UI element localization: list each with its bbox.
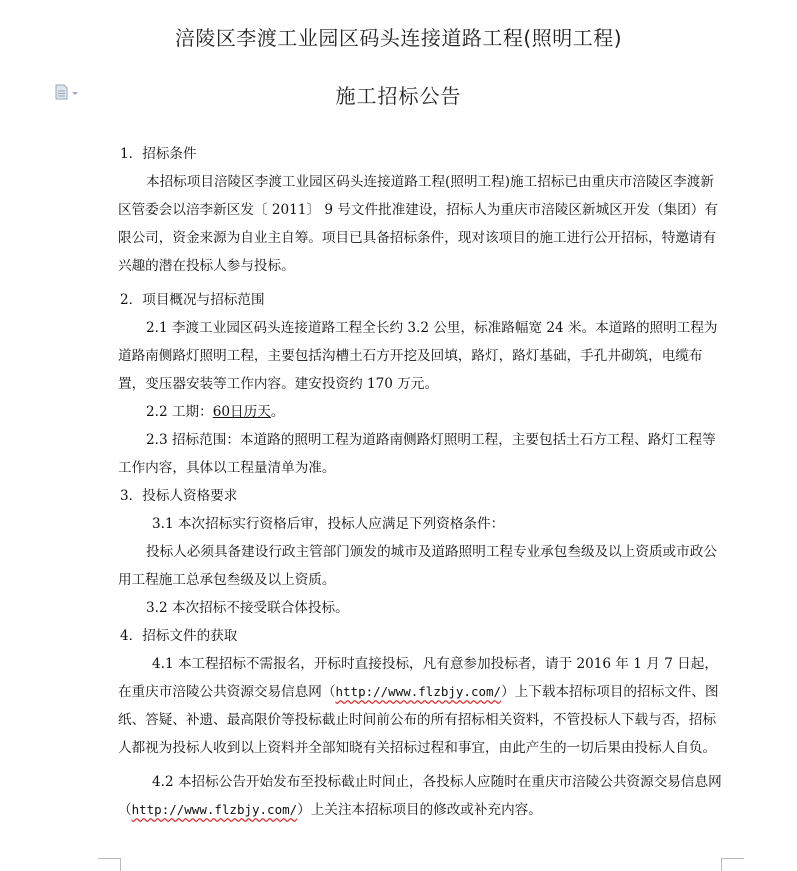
- section-4-1-text-a: 4.1 本工程招标不需报名，开标时直接投标，凡有意参加投标者，请于 2016 年 1 月 7 日起，在重庆市涪陵公共资源交易信息网（: [118, 656, 718, 700]
- section-4-2-text-b: ）上关注本招标项目的修改或补充内容。: [297, 802, 542, 818]
- duration-end: 。: [270, 404, 285, 420]
- section-4-1-paragraph: [118, 650, 723, 762]
- page-corner-mark-left: [98, 858, 121, 871]
- section-4-heading: 4．招标文件的获取: [120, 628, 238, 644]
- section-4-1-text-b: ）上下载本招标项目的招标文件、图纸、答疑、补遗、最高限价等投标截止时间前公布的所有招标相关资料，不管投标人下载与否，招标人都视为投标人收到以上资料并全部知晓有关招标过程和事宜，由此产生的一切后果由投标人自负。: [118, 684, 719, 756]
- section-3-1-detail: 投标人必须具备建设行政主管部门颁发的城市及道路照明工程专业承包叁级及以上资质或市政公用工程施工总承包叁级及以上资质。: [118, 544, 717, 588]
- website-link-2[interactable]: http://www.flzbjy.com/: [131, 802, 298, 817]
- section-1-heading: 1．招标条件: [120, 146, 197, 162]
- section-2-3-paragraph: 2.3 招标范围：本道路的照明工程为道路南侧路灯照明工程，主要包括土石方工程、路灯工程等工作内容，具体以工程量清单为准。: [118, 432, 716, 476]
- section-2-1-paragraph: 2.1 李渡工业园区码头连接道路工程全长约 3.2 公里，标准路幅宽 24 米。本道路的照明工程为道路南侧路灯照明工程，主要包括沟槽土石方开挖及回填，路灯，路灯基础，手孔井砌筑，电缆布置，变压器安装等工作内容。建安投资约 170 万元。: [118, 320, 718, 392]
- section-3-heading: 3．投标人资格要求: [120, 488, 238, 504]
- duration-value: 60日历天: [212, 404, 271, 420]
- document-subtitle: 施工招标公告: [335, 84, 462, 108]
- duration-label: 2.2 工期：: [146, 404, 213, 420]
- document-body: [118, 140, 723, 824]
- section-4-2-paragraph: [118, 768, 723, 824]
- section-2-2-paragraph: [118, 398, 723, 426]
- section-3-2-paragraph: 3.2 本次招标不接受联合体投标。: [146, 600, 349, 616]
- page-corner-mark-right: [721, 858, 744, 871]
- website-link[interactable]: http://www.flzbjy.com/: [335, 684, 502, 699]
- section-2-heading: 2．项目概况与招标范围: [120, 292, 265, 308]
- section-4-2-text-a: 4.2 本招标公告开始发布至投标截止时间止，各投标人应随时在重庆市涪陵公共资源交易信息网（: [118, 774, 722, 818]
- section-1-paragraph: 本招标项目涪陵区李渡工业园区码头连接道路工程(照明工程)施工招标已由重庆市涪陵区李渡新区管委会以涪李新区发〔 2011〕 9 号文件批准建设，招标人为重庆市涪陵区新城区开发（集团）有限公司，资金来源为自业主自筹。项目已具备招标条件，现对该项目的施工进行公开招标，特邀请有兴趣的潜在投标人参与投标。: [118, 174, 718, 274]
- document-title: 涪陵区李渡工业园区码头连接道路工程(照明工程): [174, 26, 623, 50]
- section-3-1-paragraph: 3.1 本次招标实行资格后审，投标人应满足下列资格条件：: [152, 516, 505, 532]
